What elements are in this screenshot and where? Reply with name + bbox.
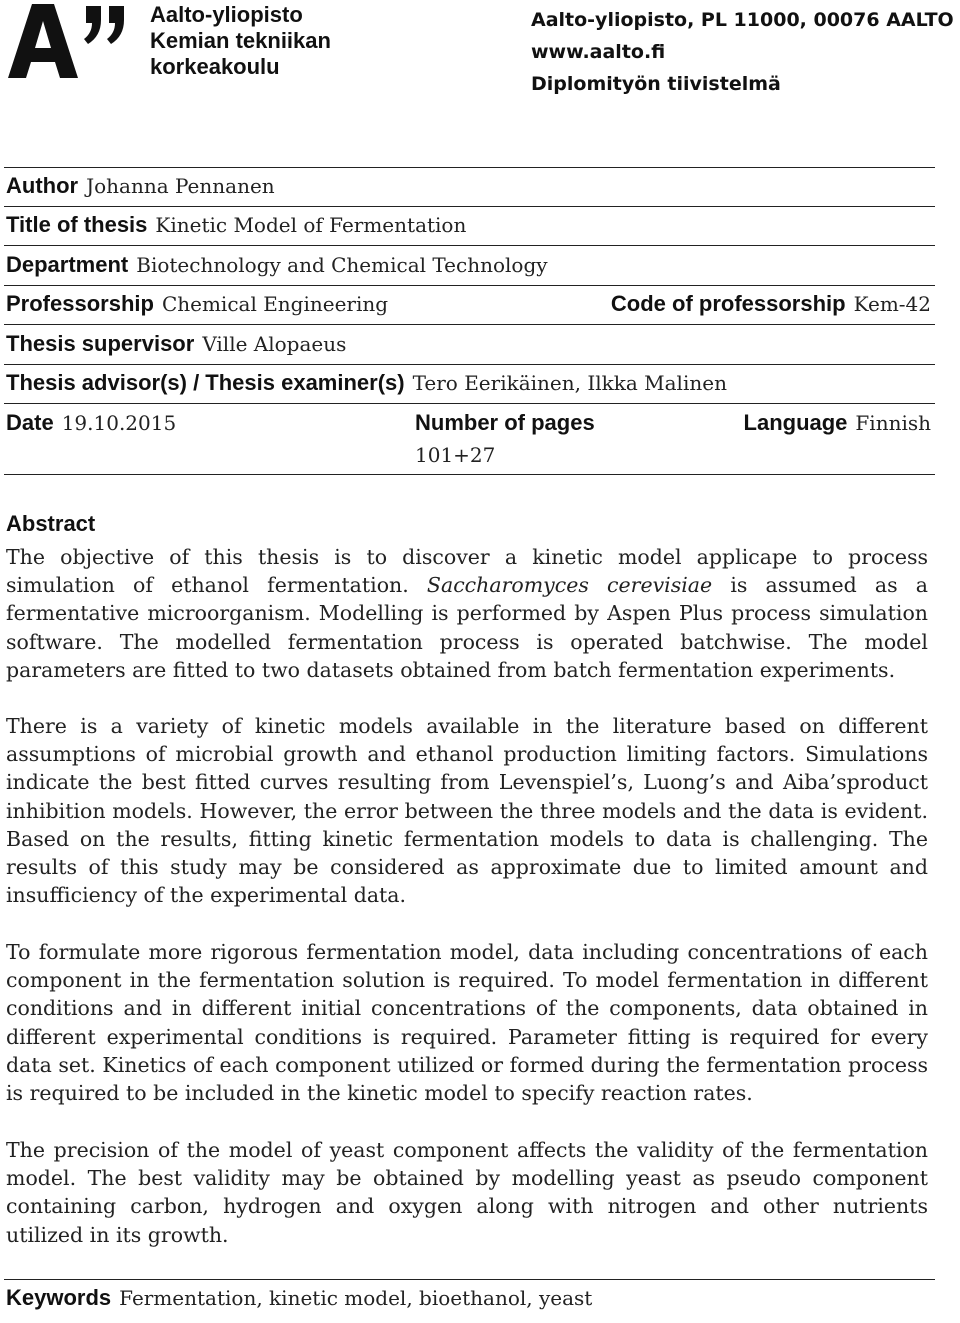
abstract-p1-start: The objective of this thesis is to discover a kinetic model applicape to process simulation of ethanol fermentation. [6, 545, 928, 598]
keywords-row [6, 1283, 592, 1313]
divider [4, 364, 935, 365]
document-type: Diplomityön tiivistelmä [531, 73, 781, 95]
logo-line-1: Aalto-yliopisto [150, 2, 303, 27]
supervisor-label: Thesis supervisor [6, 331, 195, 356]
language-label: Language [743, 410, 848, 435]
author-value: Johanna Pennanen [86, 174, 275, 198]
title-row [6, 210, 931, 240]
divider [4, 245, 935, 246]
logo-school-name [150, 2, 331, 80]
department-row [6, 250, 931, 280]
abstract-heading: Abstract [6, 511, 96, 536]
supervisor-value: Ville Alopaeus [202, 332, 347, 356]
header-contact [531, 4, 954, 100]
divider [4, 1279, 935, 1280]
author-label: Author [6, 173, 79, 198]
divider [4, 324, 935, 325]
keywords-value: Fermentation, kinetic model, bioethanol, yeast [119, 1286, 593, 1310]
abstract-p1-end: is assumed as a fermentative microorganism. Modelling is performed by Aspen Plus process simulation software. The modelled fermentation process is operated batchwise. The model parameters are fitted to two datasets obtained from batch fermentation experiments. [6, 573, 929, 682]
abstract-paragraph-2: There is a variety of kinetic models available in the literature based on different assumptions of microbial growth and ethanol production limiting factors. Simulations indicate the best fitted curves resulting from Levenspiel’s, Luong’s and Aiba’sproduct inhibition models. However, the error between the three models and the data is evident. Based on the results, fitting kinetic fermentation models to data is challenging. The results of this study may be considered as approximate due to limited amount and insufficiency of the experimental data. [6, 714, 928, 908]
logo-line-3: korkeakoulu [150, 54, 280, 79]
abstract-paragraph-3: To formulate more rigorous fermentation model, data including concentrations of each component in the fermentation solution is required. To model fermentation in different conditions and in different initial concentrations of the components, data obtained in different experimental conditions is required. Parameter fitting is required for every data set. Kinetics of each component utilized or formed during the fermentation process is required to be included in the kinetic model to specify reaction rates. [6, 940, 928, 1106]
title-label: Title of thesis [6, 212, 148, 237]
aalto-logo [8, 2, 368, 80]
aalto-a-logo-icon [8, 4, 133, 78]
divider [4, 285, 935, 286]
date-value: 19.10.2015 [61, 411, 177, 435]
advisor-value: Tero Eerikäinen, Ilkka Malinen [412, 371, 727, 395]
abstract-paragraph-4: The precision of the model of yeast component affects the validity of the fermentation model. The best validity may be obtained by modelling yeast as pseudo component containing carbon, hydrogen and oxygen along with nitrogen and other nutrients utilized in its growth. [6, 1138, 928, 1247]
professorship-row [6, 289, 931, 319]
address: Aalto-yliopisto, PL 11000, 00076 AALTO [531, 9, 954, 31]
divider [4, 206, 935, 207]
date-label: Date [6, 410, 54, 435]
website-link[interactable]: www.aalto.fi [531, 41, 666, 63]
code-value: Kem-42 [853, 292, 931, 316]
advisor-label: Thesis advisor(s) / Thesis examiner(s) [6, 370, 405, 395]
professorship-value: Chemical Engineering [161, 292, 389, 316]
language [744, 408, 931, 438]
pages-value: 101+27 [415, 443, 496, 467]
code-label: Code of professorship [610, 291, 846, 316]
keywords-label: Keywords [6, 1285, 112, 1310]
department-label: Department [6, 252, 129, 277]
divider [4, 474, 935, 475]
language-value: Finnish [855, 411, 931, 435]
divider [4, 403, 935, 404]
code-of-professorship [611, 289, 931, 319]
supervisor-row [6, 329, 931, 359]
logo-line-2: Kemian tekniikan [150, 28, 331, 53]
professorship-label: Professorship [6, 291, 154, 316]
pages-label: Number of pages [415, 410, 595, 435]
author-row [6, 171, 931, 201]
department-value: Biotechnology and Chemical Technology [136, 253, 548, 277]
species-name: Saccharomyces cerevisiae [426, 573, 713, 598]
advisor-row [6, 368, 931, 398]
title-value: Kinetic Model of Fermentation [155, 213, 467, 237]
abstract-paragraph-1 [6, 543, 928, 684]
date-pages-language-row [6, 408, 931, 472]
divider [4, 167, 935, 168]
